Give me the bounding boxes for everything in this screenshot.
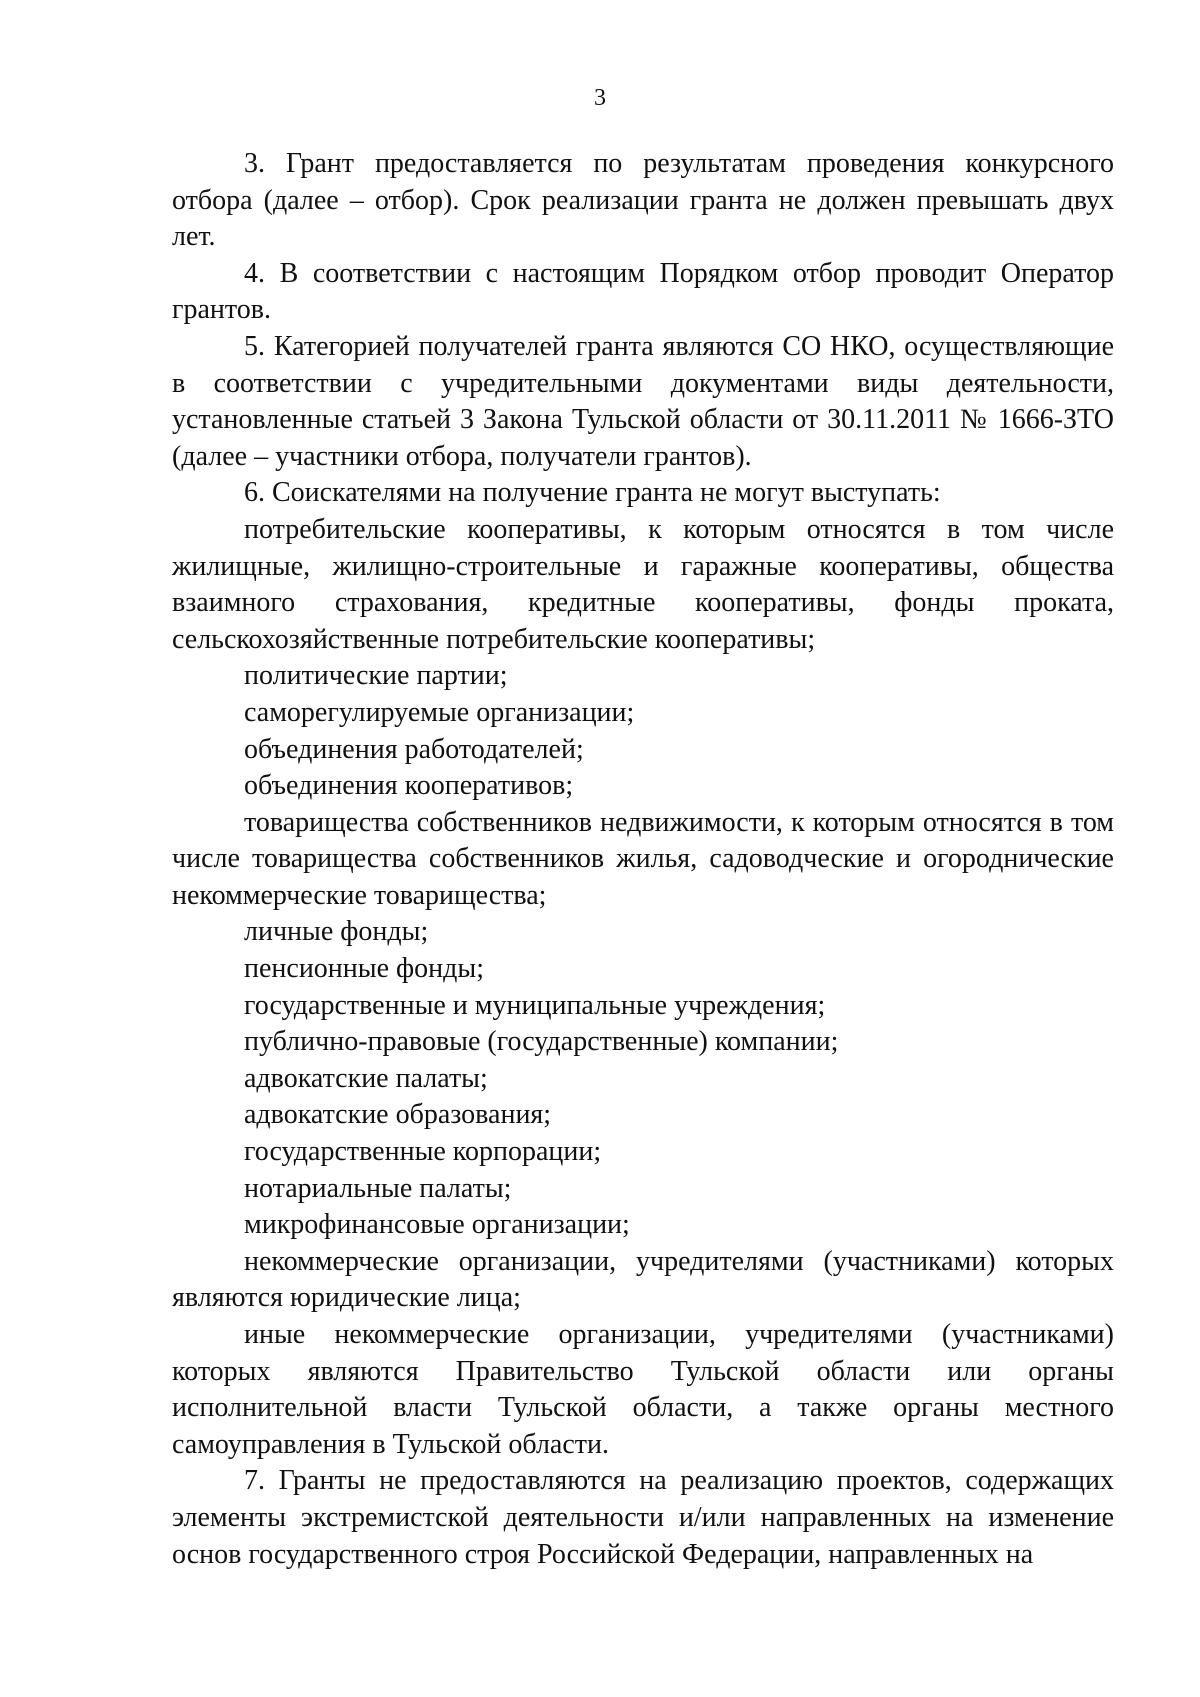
page-number: 3 — [594, 85, 606, 111]
paragraph-7: 7. Гранты не предоставляются на реализацию проектов, содержащих элементы экстремистской деятельности и/или направленных на изменение основ государственного строя Российской Федерации, направленных на — [172, 1465, 1114, 1570]
list-item: потребительские кооперативы, к которым относятся в том числе жилищные, жилищно-строительные и гаражные кооперативы, общества взаимного страхования, кредитные кооперативы, фонды проката, сельскохозяйственные потребительские кооперативы; — [172, 513, 1114, 655]
list-item: объединения кооперативов; — [244, 770, 574, 802]
list-item: некоммерческие организации, учредителями (участниками) которых являются юридические лица; — [172, 1245, 1114, 1314]
paragraph-5: 5. Категорией получателей гранта являются СО НКО, осуществляющие в соответствии с учредительными документами виды деятельности, установленные статьей 3 Закона Тульской области от 30.11.2011 № 1666-ЗТО (далее – участники отбора, получатели грантов). — [172, 330, 1114, 472]
list-item: государственные и муниципальные учреждения; — [244, 989, 826, 1021]
paragraph-3: 3. Грант предоставляется по результатам проведения конкурсного отбора (далее – отбор). Срок реализации гранта не должен превышать двух лет. — [172, 148, 1114, 253]
list-item: личные фонды; — [244, 916, 429, 948]
list-item: государственные корпорации; — [244, 1136, 602, 1168]
list-item: микрофинансовые организации; — [244, 1209, 630, 1241]
list-item: адвокатские палаты; — [244, 1062, 488, 1094]
list-item: нотариальные палаты; — [244, 1172, 512, 1204]
document-body — [172, 146, 1114, 1573]
list-item: публично-правовые (государственные) компании; — [244, 1026, 839, 1058]
list-item: пенсионные фонды; — [244, 953, 484, 985]
list-item: адвокатские образования; — [244, 1099, 552, 1131]
list-item: объединения работодателей; — [244, 733, 584, 765]
list-item: товарищества собственников недвижимости, к которым относятся в том числе товарищества собственников жилья, садоводческие и огороднические некоммерческие товарищества; — [172, 806, 1114, 911]
paragraph-6: 6. Соискателями на получение гранта не могут выступать: — [244, 477, 941, 509]
list-item: иные некоммерческие организации, учредителями (участниками) которых являются Правительство Тульской области или органы исполнительной власти Тульской области, а также органы местного самоуправления в Тульской области. — [172, 1319, 1114, 1460]
list-item: политические партии; — [244, 660, 508, 692]
paragraph-4: 4. В соответствии с настоящим Порядком отбор проводит Оператор грантов. — [172, 257, 1114, 326]
list-item: саморегулируемые организации; — [244, 696, 635, 728]
